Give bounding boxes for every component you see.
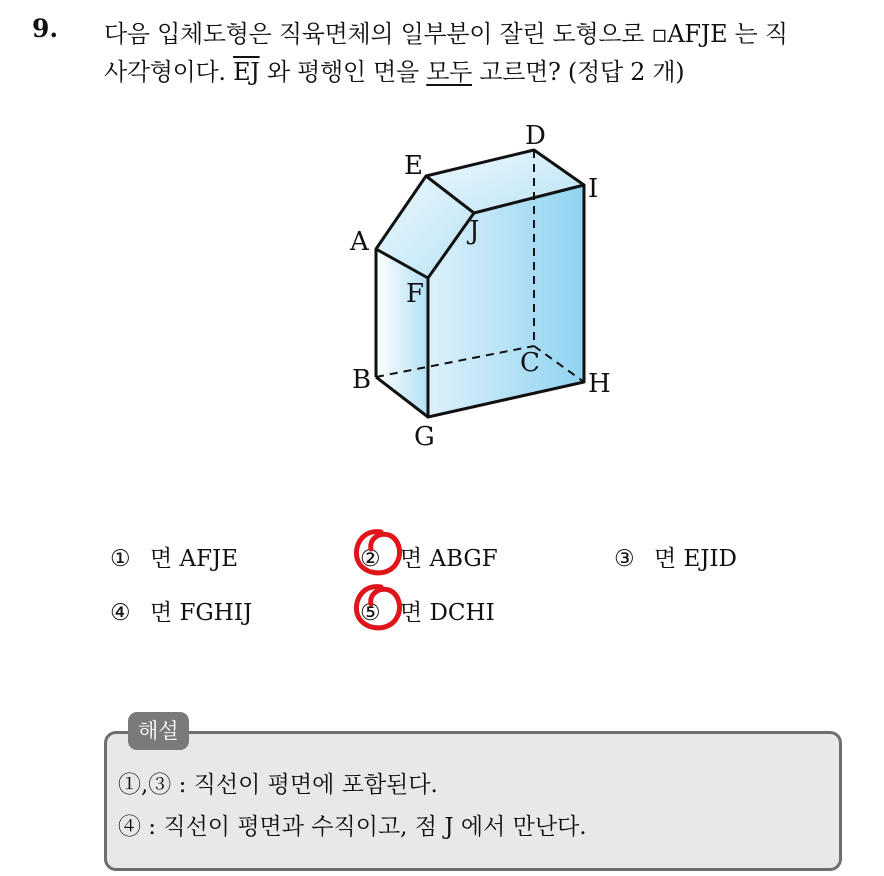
label-d: D xyxy=(525,121,546,151)
question-text-part: 고르면? (정답 2 개) xyxy=(472,58,685,86)
label-g: G xyxy=(414,422,435,452)
choice-1[interactable] xyxy=(110,540,238,573)
choice-2[interactable] xyxy=(360,540,498,573)
label-h: H xyxy=(588,369,611,399)
label-j: J xyxy=(469,216,480,246)
label-i: I xyxy=(588,174,599,204)
emphasis-all: 모두 xyxy=(426,58,473,86)
choice-number: ④ xyxy=(110,600,131,626)
label-a: A xyxy=(350,227,369,257)
explanation-tag: 해설 xyxy=(128,712,189,750)
choice-number: ⑤ xyxy=(360,600,381,626)
choice-number: ③ xyxy=(614,546,635,572)
segment-ej: $\overline{EJ}$ xyxy=(233,58,260,86)
choice-5[interactable] xyxy=(360,594,495,627)
choice-4[interactable] xyxy=(110,594,252,627)
label-b: B xyxy=(352,365,372,395)
explanation-line-1: ①,③ : 직선이 평면에 포함된다. xyxy=(118,772,438,798)
question-text-line-2 xyxy=(104,52,684,87)
explanation-box xyxy=(104,731,842,871)
explanation-line-2: ④ : 직선이 평면과 수직이고, 점 J 에서 만난다. xyxy=(118,814,587,840)
choice-3[interactable] xyxy=(614,540,737,573)
question-number: 9. xyxy=(32,14,59,43)
label-c: C xyxy=(520,348,540,378)
label-e: E xyxy=(404,151,423,181)
question-text-part: 사각형이다. xyxy=(104,58,234,86)
choice-label: 면 FGHIJ xyxy=(149,600,253,626)
choice-number: ② xyxy=(360,546,381,572)
choice-label: 면 EJID xyxy=(653,546,738,572)
question-text-line-1: 다음 입체도형은 직육면체의 일부분이 잘린 도형으로 ▫AFJE 는 직 xyxy=(104,20,788,48)
choice-number: ① xyxy=(110,546,131,572)
choice-label: 면 ABGF xyxy=(399,546,498,572)
label-f: F xyxy=(406,279,425,309)
question-text-part: 와 평행인 면을 xyxy=(259,58,427,86)
solid-figure xyxy=(330,110,630,460)
choice-label: 면 DCHI xyxy=(399,600,495,626)
choice-label: 면 AFJE xyxy=(149,546,239,572)
